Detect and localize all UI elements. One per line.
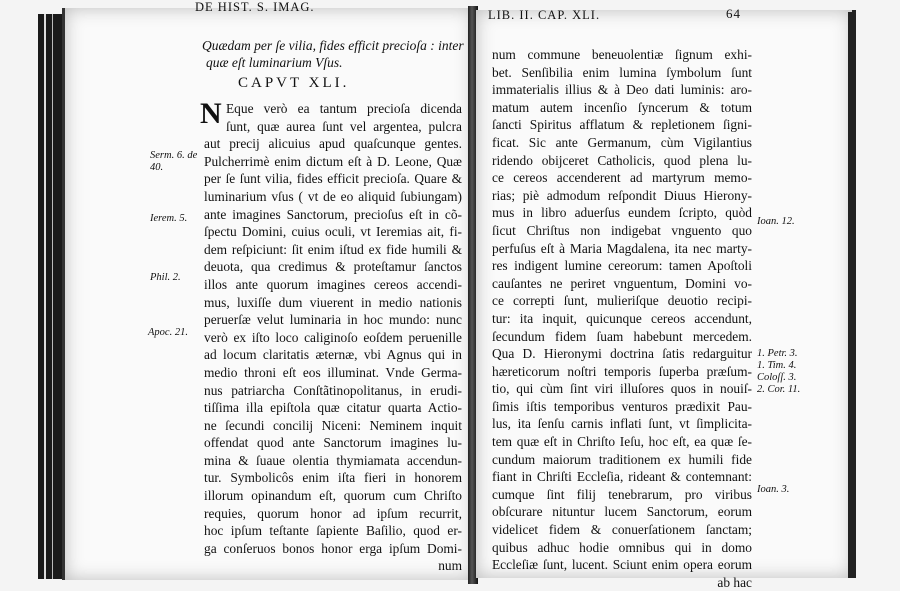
summary-line: quæ eſt luminarium Vſus. <box>206 55 343 70</box>
text-line: ſancti Spiritus afflatum & repletionem ſigni- <box>492 117 752 133</box>
chapter-summary <box>202 37 464 71</box>
right-running-head: LIB. II. CAP. XLI. <box>488 8 601 22</box>
text-line: offendat quod ante Sanctorum imagines lu- <box>204 435 462 451</box>
text-line: lus, ita ſenſu carnis inflati ſunt, vt ſimplicita- <box>492 416 752 432</box>
text-line: num <box>438 558 462 574</box>
text-line: rias; piè admodum reſpondit Diuus Hierony- <box>492 187 752 203</box>
text-line: illorum opinandum eſt, quorum cum Chriſto <box>204 488 462 504</box>
text-line: hoc ipſum teſtante ſapiente Baſilio, quod er- <box>204 523 462 539</box>
text-line: luminarium vſus ( vt de eo aliquid ſubiungam) <box>204 188 462 204</box>
text-line: ficat. Sic ante Germanum, cùm Vigilantius <box>492 134 752 150</box>
text-line: ſecundum fidem ſuam habebunt mercedem. <box>492 328 752 344</box>
page-number: 64 <box>726 6 741 21</box>
margin-note-ierem: Ierem. 5. <box>150 213 188 224</box>
text-line: cumque ſint filij tenebrarum, pro viribus <box>492 486 752 502</box>
text-line: tem quæ eſt in Chriſto Ieſu, hoc eſt, ea quæ ſe- <box>492 434 752 450</box>
margin-note-coloss: Coloſſ. 3. <box>757 372 797 383</box>
text-line: peruerſæ velut luminaria in hoc mundo: nunc <box>204 312 462 328</box>
text-line: ſimis iſtis temporibus venturos prædixit Pau- <box>492 398 752 414</box>
text-line: ſunt, quæ aurea ſunt vel argentea, pulcra <box>226 118 462 134</box>
text-line: ce cereos accenderent ad martyrum memo- <box>492 170 752 186</box>
margin-note-petr: 1. Petr. 3. <box>757 348 798 359</box>
text-line: illos ante quorum imagines cereos accendi- <box>204 276 462 292</box>
text-line: ce correpti ſunt, mulieriſque deuotio recipi- <box>492 293 752 309</box>
text-line: tiſſima illa epiſtola quæ citatur quarta Actio- <box>204 400 462 416</box>
text-line: ridendo obijceret Catholicis, quod plena lu- <box>492 152 752 168</box>
left-page-text <box>204 100 462 575</box>
margin-note-serm: Serm. 6. de 40. <box>150 150 198 173</box>
text-line: tur. Symbolicôs enim iſta fieri in honorem <box>204 470 462 486</box>
text-line: obſcurare nituntur lucem Sanctorum, eorum <box>492 504 752 520</box>
text-line: ſicut Chriſtus non indigebat vnguento quo <box>492 222 752 238</box>
summary-line: Quædam per ſe vilia, fides efficit precioſa : inter <box>202 38 464 53</box>
text-line: ga conſeruos bonos honor erga ipſum Domi- <box>204 540 462 556</box>
book-fore-edge-left <box>38 14 64 579</box>
text-line: hæreticorum noſtri temporis ſuperba præſum- <box>492 363 752 379</box>
text-line: fiant in Chriſti Eccleſia, rideant & contemnant: <box>492 469 752 485</box>
text-line: bet. Senſibilia enim lumina ſymbolum ſunt <box>492 64 752 80</box>
left-running-head: DE HIST. S. IMAG. <box>195 0 315 14</box>
margin-note-apoc: Apoc. 21. <box>148 327 188 338</box>
text-line: mus, luxiſſe dum viuerent in medio nationis <box>204 294 462 310</box>
text-line: mina & ſuaue olentia thymiamata accendun- <box>204 452 462 468</box>
text-line: Eque verò ea tantum precioſa dicenda <box>226 101 462 116</box>
text-line: ſpectu Domini, cuius oculi, vt Ieremias ait, fi- <box>204 224 462 240</box>
margin-note-cor: 2. Cor. 11. <box>757 384 801 395</box>
text-line: ne ſecundi concilij Niceni: Neminem inquit <box>204 417 462 433</box>
margin-note-phil: Phil. 2. <box>150 272 181 283</box>
text-line: ad locum claritatis æternæ, vbi Agnus qui in <box>204 347 462 363</box>
text-line: deuota, qua credimus & proteſtamur ſanctos <box>204 259 462 275</box>
text-line: ante imagines Sanctorum, precioſus eſt in cõ- <box>204 206 462 222</box>
margin-note-tim: 1. Tim. 4. <box>757 360 797 371</box>
text-line: aut precij alicuius apud quaſcunque gentes. <box>204 136 462 152</box>
book-fore-edge-right <box>848 12 856 578</box>
text-line: matum autem incenſio ſyncerum & totum <box>492 99 752 115</box>
text-line: cauſantes ne periret vnguentum, Domini vo- <box>492 275 752 291</box>
text-line: Qua D. Hieronymi doctrina ſatis redarguitur <box>492 346 752 362</box>
text-line: cundum maiorum traditionem ex humili fide <box>492 451 752 467</box>
text-line: num commune beneuolentiæ ſignum exhi- <box>492 47 752 62</box>
text-line: videlicet fidem & conuerſationem ſanctam; <box>492 522 752 538</box>
drop-capital: N <box>200 97 222 130</box>
text-line: tio, qui cùm ſint viri illuſores quos in nouiſ- <box>492 381 752 397</box>
text-line: quibus adhuc hodie omnibus qui in domo <box>492 539 752 555</box>
text-line: Eccleſiæ ſunt, lucent. Sciunt enim opera eorum <box>492 557 752 573</box>
text-line: verò ex iſto loco caliginoſo eoſdem peruenille <box>204 329 462 345</box>
margin-note-ioan-12: Ioan. 12. <box>757 216 795 227</box>
text-line: medio throni eſt eos illuminat. Vnde Germa- <box>204 364 462 380</box>
text-line: tur: ita inquit, quicunque cereos accendunt, <box>492 310 752 326</box>
text-line: requies, quorum honor ad ipſum recurrit, <box>204 505 462 521</box>
text-line: res indigent lumine cereorum: tamen Apoſtoli <box>492 258 752 274</box>
text-line: dem reſpiciunt: ſit enim iſtud ex fide humili & <box>204 241 462 257</box>
text-line: Pulcherrimè enim dictum eſt à D. Leone, Quæ <box>204 153 462 169</box>
right-page-text <box>492 46 752 591</box>
margin-note-ioan-3: Ioan. 3. <box>757 484 790 495</box>
text-line: immaterialis illius & à Deo dati luminis: aro- <box>492 82 752 98</box>
text-line: nus patriarcha Conſtãtinopolitanus, in erudi- <box>204 382 462 398</box>
chapter-heading: CAPVT XLI. <box>238 75 350 91</box>
text-line: perfuſus eſt à Maria Magdalena, ita nec marty- <box>492 240 752 256</box>
text-line: per ſe ſunt vilia, fides efficit precioſa. Quare & <box>204 171 462 187</box>
text-line: ab hac <box>717 574 752 590</box>
text-line: mus in libro aduerſus eundem ſcripto, quòd <box>492 205 752 221</box>
